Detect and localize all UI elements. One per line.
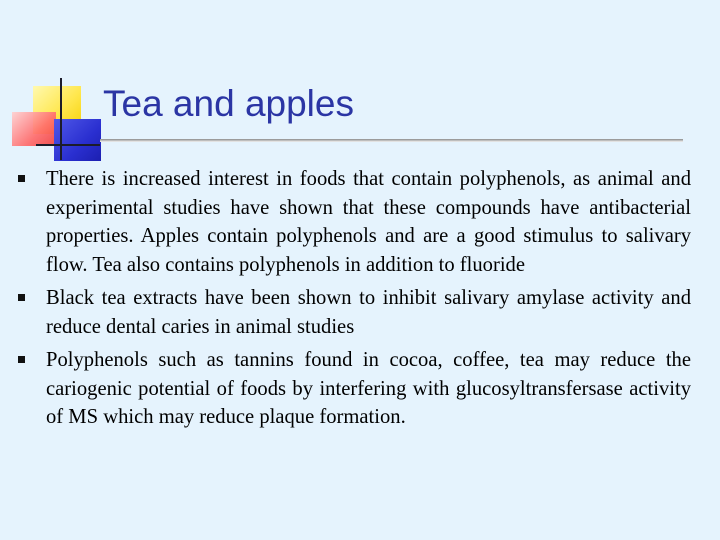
slide-logo-graphic: [0, 0, 110, 170]
bullet-item: [46, 165, 691, 279]
bullet-item: [46, 346, 691, 432]
bullet-square-icon: [18, 294, 25, 301]
bullet-square-icon: [18, 356, 25, 363]
logo-horizontal-line: [36, 144, 100, 146]
logo-red-square: [12, 112, 56, 146]
logo-vertical-line: [60, 78, 62, 160]
title-underline: [100, 139, 683, 142]
bullet-square-icon: [18, 175, 25, 182]
bullet-text: There is increased interest in foods that contain polyphenols, as animal and experimental studies have shown that these compounds have antibacterial properties. Apples contain polyphenols and are a good stimulus to salivary flow. Tea also contains polyphenols in addition to fluoride: [46, 168, 691, 276]
bullet-list: [46, 165, 691, 437]
bullet-text: Polyphenols such as tannins found in cocoa, coffee, tea may reduce the cariogenic potential of foods by interfering with glucosyltransfersase activity of MS which may reduce plaque formation.: [46, 349, 691, 428]
bullet-text: Black tea extracts have been shown to inhibit salivary amylase activity and reduce dental caries in animal studies: [46, 287, 691, 338]
slide-title: Tea and apples: [103, 83, 354, 124]
bullet-item: [46, 284, 691, 341]
